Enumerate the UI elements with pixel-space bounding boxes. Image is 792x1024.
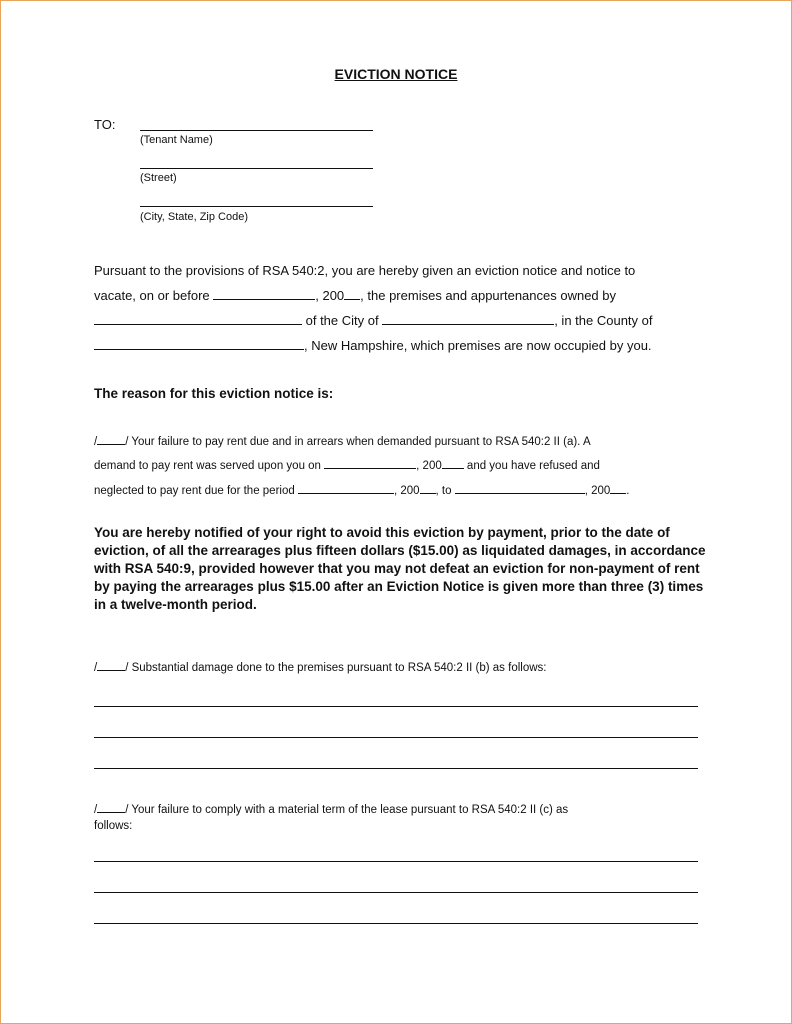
- intro-line-3: of the City of , in the County of: [94, 308, 652, 333]
- reason-a-line-2: demand to pay rent was served upon you on , 200 and you have refused and: [94, 454, 600, 479]
- demand-year-blank[interactable]: [442, 457, 464, 469]
- demand-date-blank[interactable]: [324, 457, 416, 469]
- owner-blank[interactable]: [94, 313, 302, 325]
- city-blank[interactable]: [382, 313, 554, 325]
- city-state-zip-caption: (City, State, Zip Code): [140, 211, 248, 223]
- reason-c-line-1: / / Your failure to comply with a material term of the lease pursuant to RSA 540:2 II (c) as: [94, 798, 568, 823]
- reason-a-line-1: / / Your failure to pay rent due and in arrears when demanded pursuant to RSA 540:2 II (a). A: [94, 430, 591, 455]
- vacate-year-blank[interactable]: [344, 288, 360, 300]
- reason-a-line-3: neglected to pay rent due for the period , 200 , to , 200 .: [94, 479, 630, 504]
- reason-heading: The reason for this eviction notice is:: [94, 386, 334, 401]
- vacate-date-blank[interactable]: [213, 288, 315, 300]
- damage-detail-line-1[interactable]: [94, 706, 698, 707]
- county-blank[interactable]: [94, 338, 304, 350]
- lease-detail-line-1[interactable]: [94, 861, 698, 862]
- city-state-zip-line[interactable]: [140, 206, 373, 207]
- street-line[interactable]: [140, 168, 373, 169]
- to-label: TO:: [94, 117, 116, 132]
- reason-c-line-2: follows:: [94, 820, 133, 832]
- intro-line-1: Pursuant to the provisions of RSA 540:2, you are hereby given an eviction notice and notice to: [94, 263, 636, 278]
- period-start-year-blank[interactable]: [420, 482, 436, 494]
- tenant-name-caption: (Tenant Name): [140, 134, 213, 146]
- reason-b-line: / / Substantial damage done to the premises pursuant to RSA 540:2 II (b) as follows:: [94, 656, 546, 681]
- damage-detail-line-3[interactable]: [94, 768, 698, 769]
- lease-detail-line-3[interactable]: [94, 923, 698, 924]
- period-end-year-blank[interactable]: [610, 482, 626, 494]
- lease-detail-line-2[interactable]: [94, 892, 698, 893]
- reason-a-checkbox[interactable]: [97, 433, 125, 445]
- tenant-name-line[interactable]: [140, 130, 373, 131]
- payment-notice: You are hereby notified of your right to avoid this eviction by payment, prior to the date of eviction, of all the arrearages plus fifteen dollars ($15.00) as liquidated damages, in accordance with RSA 540:9, provided however that you may not defeat an eviction for non-payment of rent by paying the arrearages plus $15.00 after an Eviction Notice is given more than three (3) times in a twelve-month period.: [94, 525, 706, 612]
- reason-c-checkbox[interactable]: [97, 801, 125, 813]
- period-end-blank[interactable]: [455, 482, 585, 494]
- period-start-blank[interactable]: [298, 482, 394, 494]
- reason-b-checkbox[interactable]: [97, 659, 125, 671]
- street-caption: (Street): [140, 172, 177, 184]
- damage-detail-line-2[interactable]: [94, 737, 698, 738]
- intro-line-2: vacate, on or before , 200 , the premises and appurtenances owned by: [94, 288, 617, 303]
- document-title: EVICTION NOTICE: [334, 66, 458, 82]
- intro-line-4: , New Hampshire, which premises are now occupied by you.: [94, 333, 652, 358]
